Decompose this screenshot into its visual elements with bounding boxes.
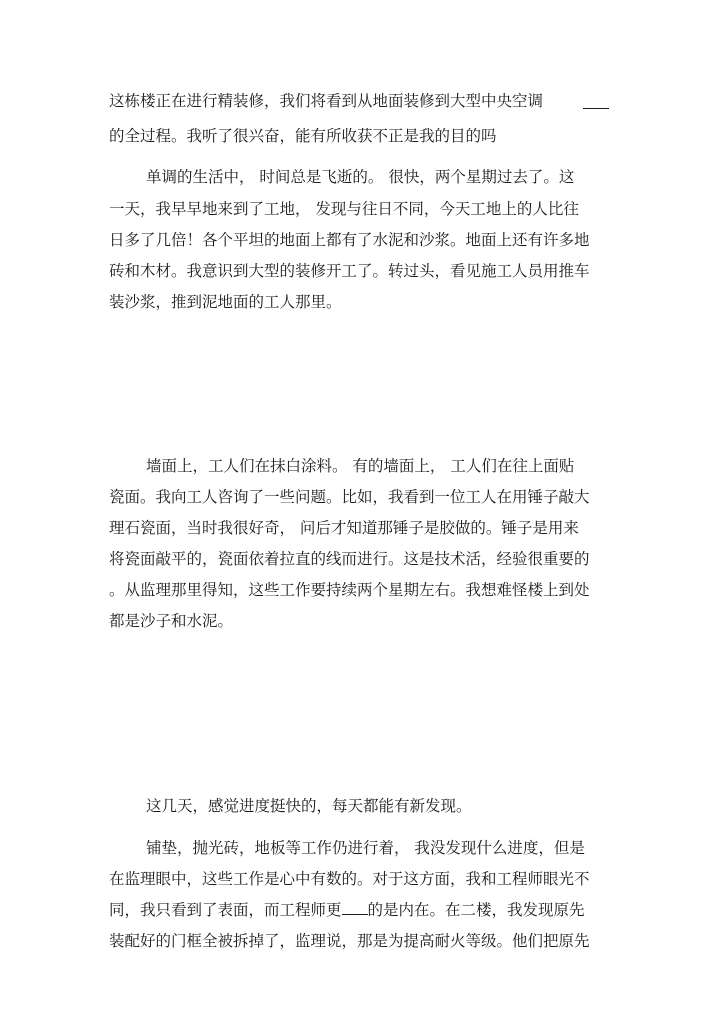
text-before-blank: 同，我只看到了表面，而工程师更 bbox=[109, 901, 342, 919]
paragraph-line: 砖和木材。我意识到大型的装修开工了。转过头，看见施工人员用推车 bbox=[109, 262, 590, 280]
paragraph-line bbox=[109, 900, 585, 920]
paragraph-line: 。从监理那里得知，这些工作要持续两个星期左右。我想难怪楼上到处 bbox=[109, 581, 590, 599]
paragraph-line: 单调的生活中， 时间总是飞逝的。 很快，两个星期过去了。这 bbox=[146, 168, 575, 186]
paragraph-line: 装配好的门框全被拆掉了，监理说，那是为提高耐火等级。他们把原先 bbox=[109, 932, 590, 950]
paragraph-line: 瓷面。我向工人咨询了一些问题。比如，我看到一位工人在用锤子敲大 bbox=[109, 488, 590, 506]
paragraph-line: 铺垫，抛光砖，地板等工作仍进行着， 我没发现什么进度，但是 bbox=[146, 839, 585, 857]
intro-line-1: 这栋楼正在进行精装修，我们将看到从地面装修到大型中央空调 bbox=[109, 92, 544, 110]
paragraph-line: 将瓷面敲平的，瓷面依着拉直的线而进行。这是技术活，经验很重要的 bbox=[109, 550, 590, 568]
text-after-blank: 的是内在。在二楼，我发现原先 bbox=[367, 901, 585, 919]
paragraph-line: 装沙浆，推到泥地面的工人那里。 bbox=[109, 293, 342, 311]
paragraph-line: 日多了几倍！各个平坦的地面上都有了水泥和沙浆。地面上还有许多地 bbox=[109, 231, 590, 249]
paragraph-line: 这几天，感觉进度挺快的，每天都能有新发现。 bbox=[146, 797, 472, 815]
paragraph-line: 一天，我早早地来到了工地， 发现与往日不同，今天工地上的人比往 bbox=[109, 200, 579, 218]
paragraph-line: 理石瓷面，当时我很好奇， 问后才知道那锤子是胶做的。锤子是用来 bbox=[109, 519, 579, 537]
paragraph-line: 都是沙子和水泥。 bbox=[109, 612, 234, 630]
fill-in-blank-1 bbox=[583, 108, 609, 109]
paragraph-line: 在监理眼中，这些工作是心中有数的。对于这方面，我和工程师眼光不 bbox=[109, 870, 590, 888]
intro-line-2: 的全过程。我听了很兴奋，能有所收获不正是我的目的吗 bbox=[109, 127, 497, 145]
fill-in-blank-2 bbox=[342, 900, 368, 915]
paragraph-line: 墙面上，工人们在抹白涂料。 有的墙面上， 工人们在往上面贴 bbox=[146, 457, 575, 475]
